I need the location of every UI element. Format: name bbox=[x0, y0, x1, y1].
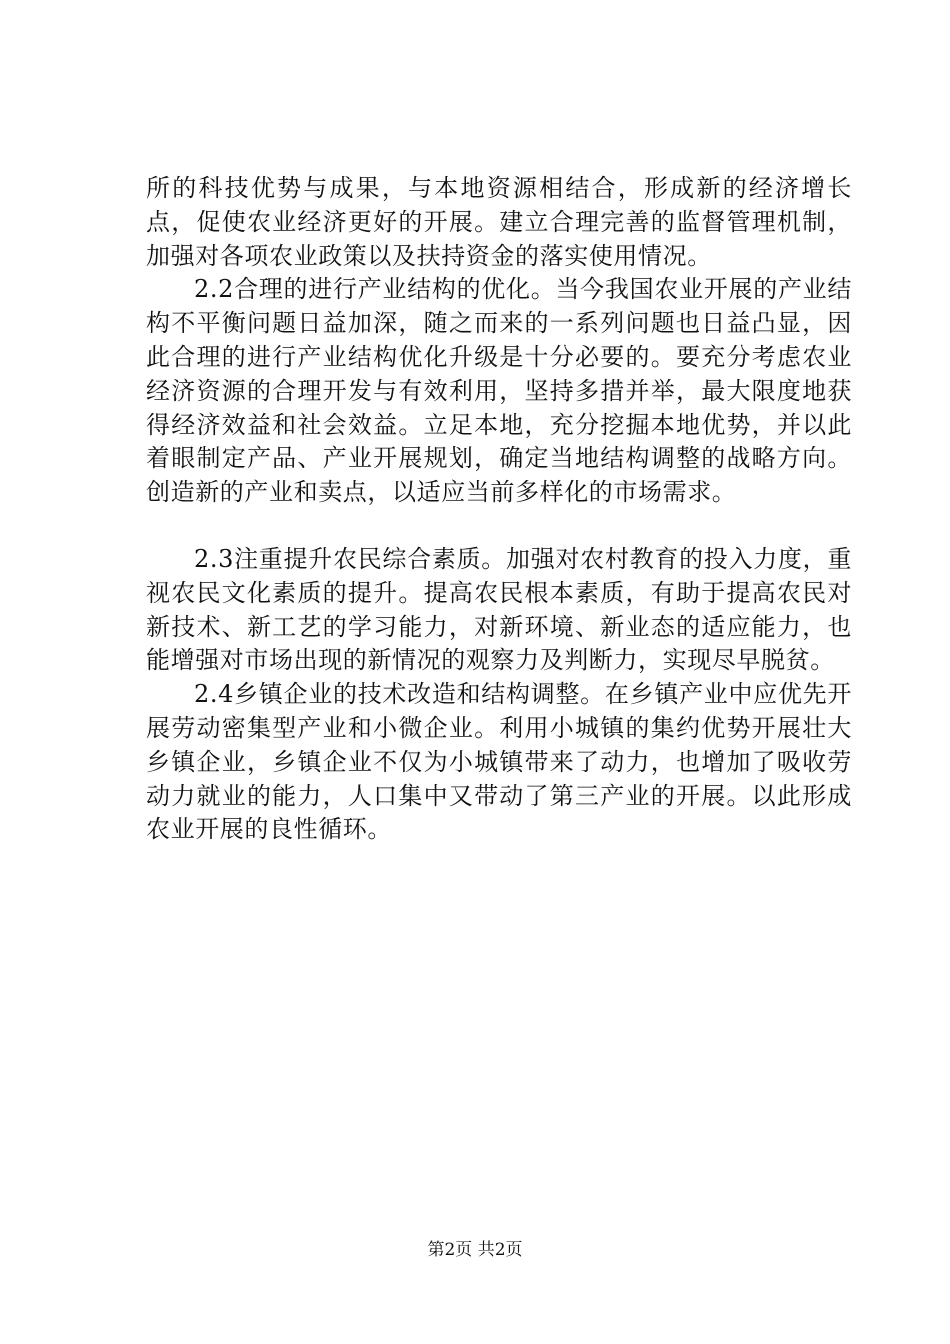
paragraph-section-2-3: 2.3注重提升农民综合素质。加强对农村教育的投入力度，重视农民文化素质的提升。提高农民根本素质，有助于提高农民对新技术、新工艺的学习能力，对新环境、新业态的适应能力，也能增强对市场出现的新情况的观察力及判断力，实现尽早脱贫。 bbox=[146, 544, 852, 675]
page-footer bbox=[0, 1238, 950, 1262]
document-body bbox=[146, 172, 852, 847]
paragraph-section-2-4: 2.4乡镇企业的技术改造和结构调整。在乡镇产业中应优先开展劳动密集型产业和小微企业。利用小城镇的集约优势开展壮大乡镇企业，乡镇企业不仅为小城镇带来了动力，也增加了吸收劳动力就业的能力，人口集中又带动了第三产业的开展。以此形成农业开展的良性循环。 bbox=[146, 680, 852, 844]
page-number-label: 第2页 共2页 bbox=[427, 1240, 523, 1260]
paragraph-section-2-2: 2.2合理的进行产业结构的优化。当今我国农业开展的产业结构不平衡问题日益加深，随之而来的一系列问题也日益凸显，因此合理的进行产业结构优化升级是十分必要的。要充分考虑农业经济资源的合理开发与有效利用，坚持多措并举，最大限度地获得经济效益和社会效益。立足本地，充分挖掘本地优势，并以此着眼制定产品、产业开展规划，确定当地结构调整的战略方向。创造新的产业和卖点，以适应当前多样化的市场需求。 bbox=[146, 275, 852, 507]
paragraph-continuation: 所的科技优势与成果，与本地资源相结合，形成新的经济增长点，促使农业经济更好的开展。建立合理完善的监督管理机制，加强对各项农业政策以及扶持资金的落实使用情况。 bbox=[146, 174, 852, 270]
